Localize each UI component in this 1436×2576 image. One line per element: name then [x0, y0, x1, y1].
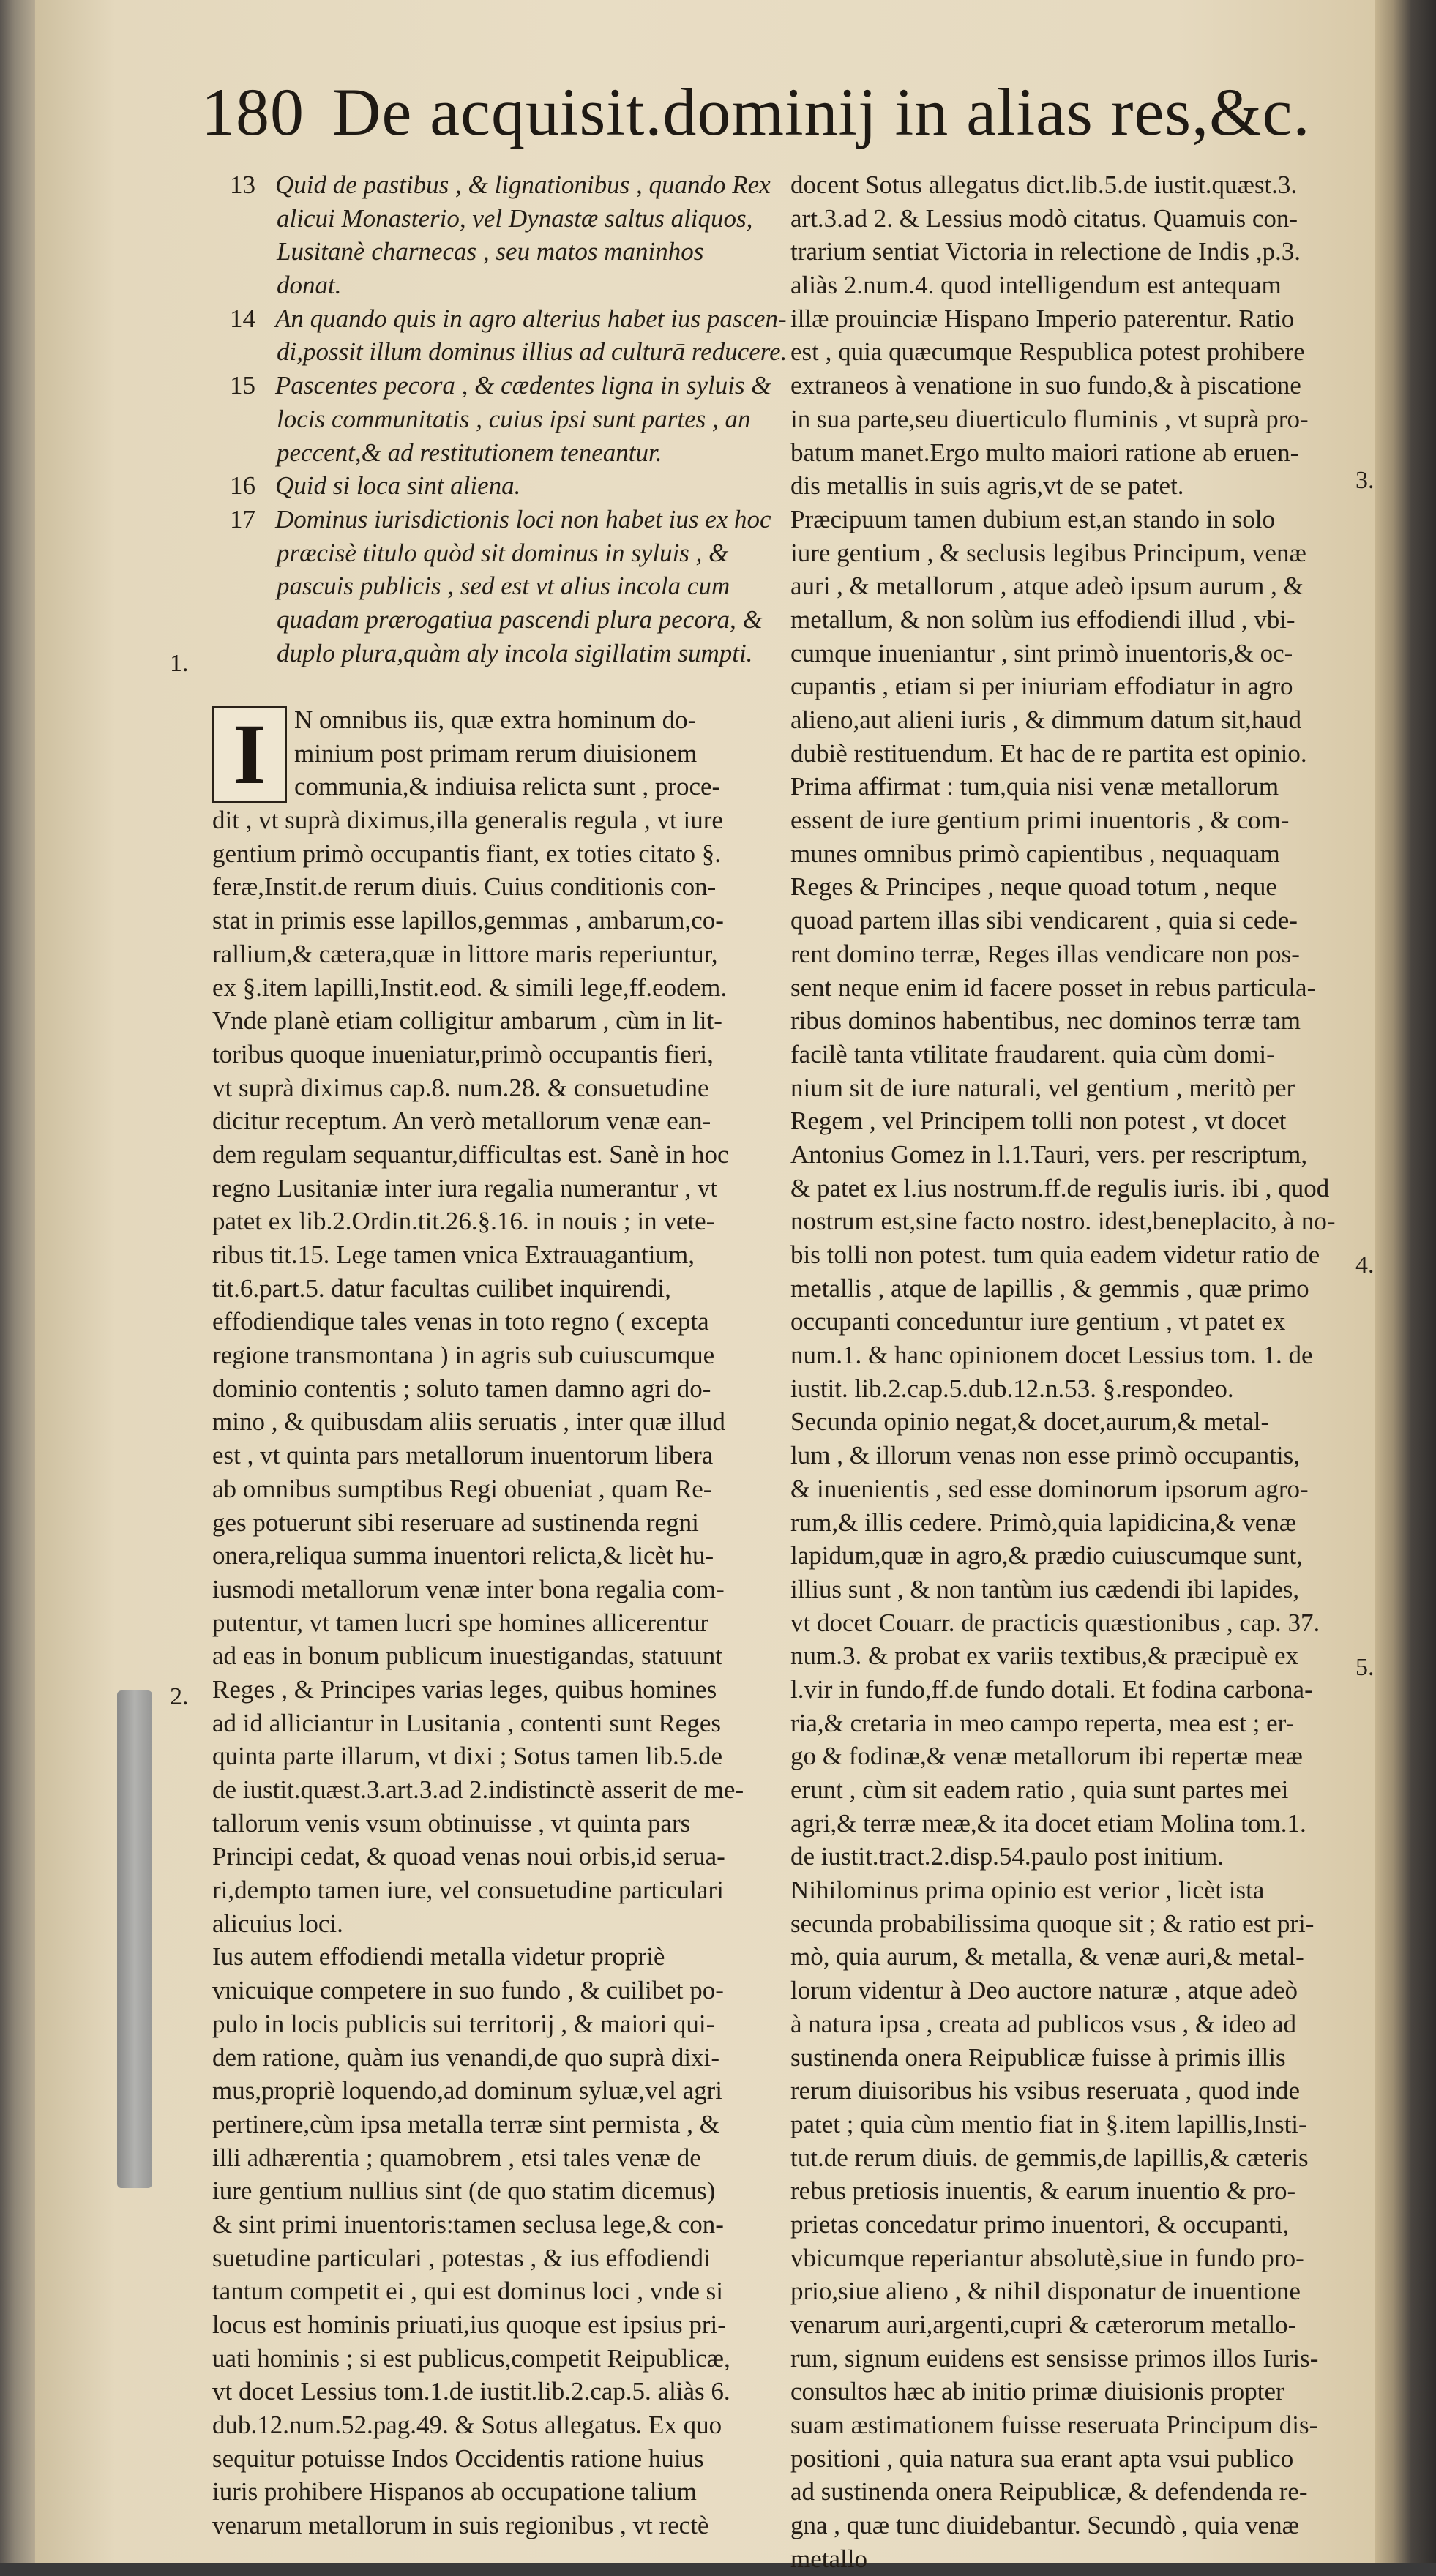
summary-text: peccent,& ad restitutionem teneantur. [277, 438, 662, 467]
text-line: patet ex lib.2.Ordin.tit.26.§.16. in nouis ; in vete- [212, 1207, 715, 1236]
text-line: positioni , quia natura sua erant apta vsui publico [790, 2444, 1294, 2473]
text-line: bis tolli non potest. tum quia eadem videtur ratio de [790, 1240, 1320, 1269]
text-line: ex §.item lapilli,Instit.eod. & simili lege,ff.eodem. [212, 973, 728, 1002]
text-line: ri,dempto tamen iure, vel consuetudine particulari [212, 1876, 724, 1905]
page-stack-edge [1375, 0, 1436, 2563]
text-line: illius sunt , & non tantùm ius cædendi ibi lapides, [790, 1574, 1300, 1603]
text-line: ad eas in bonum publicum inuestigandas, statuunt [212, 1641, 722, 1671]
summary-text: Quid si loca sint aliena. [275, 471, 521, 501]
summary-text: quadam prærogatiua pascendi plura pecora, & [277, 604, 763, 634]
text-line: suetudine particulari , potestas , & ius effodiendi [212, 2243, 711, 2272]
text-line: nium sit de iure naturali, vel gentium , meritò per [790, 1073, 1295, 1102]
text-line: vt docet Lessius tom.1.de iustit.lib.2.cap.5. aliàs 6. [212, 2377, 730, 2406]
text-line: pertinere,cùm ipsa metalla terræ sint permista , & [212, 2109, 719, 2138]
text-line: pulo in locis publicis sui territorij , & maiori qui- [212, 2009, 715, 2038]
text-line: lapidum,quæ in agro,& prædio cuiuscumque sunt, [790, 1541, 1303, 1570]
text-line: occupanti conceduntur iure gentium , vt patet ex [790, 1307, 1286, 1336]
margin-number-2: 2. [170, 1683, 189, 1710]
text-line: Vnde planè etiam colligitur ambarum , cùm in lit- [212, 1006, 722, 1036]
summary-line [212, 235, 805, 269]
text-line: effodiendique tales venas in toto regno ( excepta [212, 1307, 709, 1336]
text-line: communia,& indiuisa relicta sunt , proce- [294, 772, 721, 801]
text-line: uati hominis ; si est publicus,competit Reipublicæ, [212, 2343, 730, 2373]
text-line: metallum, & non solùm ius effodiendi illud , vbi- [790, 604, 1295, 634]
running-head [201, 73, 1311, 151]
text-line: go & fodinæ,& venæ metallorum ibi repertæ meæ [790, 1742, 1303, 1771]
text-line: iure gentium nullius sint (de quo statim dicemus) [212, 2176, 716, 2206]
right-body-text [790, 168, 1347, 2576]
summary-number: 14 [230, 304, 255, 333]
text-line: Regem , vel Principem tolli non potest , vt docet [790, 1107, 1287, 1136]
text-line: ribus dominos habentibus, nec dominos terræ tam [790, 1006, 1301, 1036]
summary-number: 16 [230, 471, 255, 501]
text-line: & inuenientis , sed esse dominorum ipsorum agro- [790, 1474, 1309, 1503]
summary-line [212, 335, 805, 369]
text-line: Antonius Gomez in l.1.Tauri, vers. per rescriptum, [790, 1139, 1308, 1169]
text-line: ad sustinenda onera Reipublicæ, & defendenda re- [790, 2477, 1308, 2506]
text-line: in sua parte,seu diuerticulo fluminis , vt suprà pro- [790, 404, 1309, 433]
text-line: aliàs 2.num.4. quod intelligendum est antequam [790, 271, 1282, 300]
text-line: Præcipuum tamen dubium est,an stando in solo [790, 504, 1276, 533]
text-line: Reges & Principes , neque quoad totum , neque [790, 872, 1277, 902]
text-line: rum, signum euidens est sensisse primos illos Iuris- [790, 2343, 1319, 2373]
book-spine-edge [0, 0, 37, 2563]
bookmark-ribbon [117, 1690, 152, 2188]
page-number: 180 [201, 75, 304, 149]
text-line: regno Lusitaniæ inter iura regalia numerantur , vt [212, 1173, 718, 1202]
text-line: stat in primis esse lapillos,gemmas , ambarum,co- [212, 906, 724, 935]
text-line: alieno,aut alieni iuris , & dimmum datum sit,haud [790, 705, 1301, 734]
text-line: Secunda opinio negat,& docet,aurum,& metal- [790, 1407, 1270, 1437]
summary-list [212, 168, 805, 670]
text-line: sent neque enim id facere posset in rebus particula- [790, 973, 1316, 1002]
text-line: vt docet Couarr. de practicis quæstionibus , cap. 37. [790, 1608, 1320, 1637]
text-line: alicuius loci. [212, 1909, 343, 1938]
text-line: locus est hominis priuati,ius quoque est ipsius pri- [212, 2310, 726, 2339]
summary-text: alicui Monasterio, vel Dynastæ saltus aliquos, [277, 203, 753, 233]
text-line: extraneos à venatione in suo fundo,& à piscatione [790, 371, 1301, 400]
summary-line [212, 168, 805, 202]
text-line: N omnibus iis, quæ extra hominum do- [294, 705, 697, 734]
text-line: munes omnibus primò capientibus , nequaquam [790, 839, 1280, 868]
text-line: Prima affirmat : tum,quia nisi venæ metallorum [790, 772, 1279, 801]
drop-cap-initial: I [212, 706, 287, 803]
summary-text: locis communitatis , cuius ipsi sunt partes , an [277, 404, 751, 433]
text-line: auri , & metallorum , atque adeò ipsum aurum , & [790, 572, 1304, 601]
summary-line [212, 569, 805, 603]
text-line: & patet ex l.ius nostrum.ff.de regulis iuris. ibi , quod [790, 1173, 1330, 1202]
running-title: De acquisit.dominij in alias res,&c. [332, 75, 1311, 149]
text-line: Ius autem effodiendi metalla videtur propriè [212, 1942, 665, 1972]
summary-line [212, 603, 805, 637]
text-line: Principi cedat, & quoad venas noui orbis,id serua- [212, 1842, 725, 1871]
text-line: rerum diuisoribus his vsibus reseruata , quod inde [790, 2076, 1301, 2105]
text-line: minium post primam rerum diuisionem [294, 738, 698, 768]
summary-number: 13 [230, 171, 255, 199]
text-line: trarium sentiat Victoria in relectione de Indis ,p.3. [790, 237, 1301, 266]
text-line: dominio contentis ; soluto tamen damno agri do- [212, 1374, 711, 1403]
text-line: venarum auri,argenti,cupri & cæterorum metallo- [790, 2310, 1297, 2339]
text-line: lum , & illorum venas non esse primò occupantis, [790, 1441, 1301, 1470]
summary-text: di,possit illum dominus illius ad culturā reducere. [277, 337, 788, 367]
text-line: feræ,Instit.de rerum diuis. Cuius conditionis con- [212, 872, 717, 902]
text-line: essent de iure gentium primi inuentoris , & com- [790, 806, 1290, 835]
summary-text: duplo plura,quàm aly incola sigillatim sumpti. [277, 638, 753, 667]
drop-cap-lines [212, 703, 805, 804]
text-line: vnicuique competere in suo fundo , & cuilibet po- [212, 1976, 724, 2005]
text-line: regione transmontana ) in agris sub cuiuscumque [212, 1341, 715, 1370]
text-line: de iustit.tract.2.disp.54.paulo post initium. [790, 1842, 1224, 1871]
text-line: dit , vt suprà diximus,illa generalis regula , vt iure [212, 806, 723, 835]
text-line: illæ prouinciæ Hispano Imperio paterentur. Ratio [790, 304, 1295, 333]
text-line: quoad partem illas sibi vendicarent , quia si cede- [790, 906, 1298, 935]
margin-number-3: 3. [1355, 467, 1375, 494]
text-line: de iustit.quæst.3.art.3.ad 2.indistinctè asserit de me- [212, 1775, 744, 1804]
text-line: mus,propriè loquendo,ad dominum syluæ,vel agri [212, 2076, 722, 2105]
text-line: art.3.ad 2. & Lessius modò citatus. Quamuis con- [790, 203, 1298, 233]
text-line: cupantis , etiam si per iniuriam effodiatur in agro [790, 672, 1293, 701]
right-column [790, 168, 1347, 2576]
summary-text: Lusitanè charnecas , seu matos maninhos [277, 237, 704, 266]
text-line: tantum competit ei , qui est dominus loci , vnde si [212, 2277, 723, 2306]
margin-number-4: 4. [1355, 1251, 1375, 1278]
text-line: prio,siue alieno , & nihil disponatur de inuentione [790, 2277, 1301, 2306]
left-column [212, 168, 805, 2542]
text-line: illi adhærentia ; quamobrem , etsi tales venæ de [212, 2143, 701, 2172]
text-line: putentur, vt tamen lucri spe homines allicerentur [212, 1608, 708, 1637]
text-line: num.3. & probat ex variis textibus,& præcipuè ex [790, 1641, 1299, 1671]
text-line: est , quia quæcumque Respublica potest prohibere [790, 337, 1305, 367]
summary-number: 15 [230, 371, 255, 400]
text-line: & sint primi inuentoris:tamen seclusa lege,& con- [212, 2209, 724, 2239]
text-line: onera,reliqua summa inuentori relicta,& licèt hu- [212, 1541, 714, 1570]
text-line: ab omnibus sumptibus Regi obueniat , quam Re- [212, 1474, 712, 1503]
text-line: iustit. lib.2.cap.5.dub.12.n.53. §.respondeo. [790, 1374, 1234, 1403]
text-line: rebus pretiosis inuentis, & earum inuentio & pro- [790, 2176, 1296, 2206]
text-line: tit.6.part.5. datur facultas cuilibet inquirendi, [212, 1273, 671, 1303]
text-line: lorum videntur à Deo auctore naturæ , atque adeò [790, 1976, 1298, 2005]
text-line: secunda probabilissima quoque sit ; & ratio est pri- [790, 1909, 1315, 1938]
summary-line [212, 536, 805, 570]
text-line: sustinenda onera Reipublicæ fuisse à primis illis [790, 2043, 1286, 2072]
drop-cap-paragraph [212, 703, 805, 804]
text-line: vt suprà diximus cap.8. num.28. & consuetudine [212, 1073, 709, 1102]
text-line: rum,& illis cedere. Primò,quia lapidicina,& venæ [790, 1508, 1297, 1537]
text-line: cumque inueniantur , sint primò inuentoris,& oc- [790, 638, 1293, 667]
text-line: agri,& terræ meæ,& ita docet etiam Molina tom.1. [790, 1808, 1306, 1838]
summary-line [212, 503, 805, 536]
text-line: prietas concedatur primo inuentori, & occupanti, [790, 2209, 1290, 2239]
text-line: vbicumque reperiantur absolutè,siue in fundo pro- [790, 2243, 1304, 2272]
text-line: quinta parte illarum, vt dixi ; Sotus tamen lib.5.de [212, 1742, 722, 1771]
summary-line [212, 402, 805, 436]
text-line: dub.12.num.52.pag.49. & Sotus allegatus. Ex quo [212, 2411, 722, 2440]
summary-text: præcisè titulo quòd sit dominus in syluis , & [277, 538, 729, 567]
summary-text: donat. [277, 271, 342, 300]
text-line: erunt , cùm sit eadem ratio , quia sunt partes mei [790, 1775, 1289, 1804]
text-line: iusmodi metallorum venæ inter bona regalia com- [212, 1574, 725, 1603]
text-line: ribus tit.15. Lege tamen vnica Extrauagantium, [212, 1240, 695, 1269]
text-line: dem regulam sequantur,difficultas est. Sanè in hoc [212, 1139, 729, 1169]
text-line: dis metallis in suis agris,vt de se patet. [790, 471, 1184, 501]
text-line: gna , quæ tunc diuidebantur. Secundò , quia venæ [790, 2511, 1300, 2540]
text-line: metallo [790, 2544, 867, 2573]
text-line: Nihilominus prima opinio est verior , licèt ista [790, 1876, 1265, 1905]
text-line: toribus quoque inueniatur,primò occupantis fieri, [212, 1039, 714, 1068]
summary-text: Quid de pastibus , & lignationibus , quando Rex [275, 171, 771, 199]
text-line: iure gentium , & seclusis legibus Principum, venæ [790, 538, 1306, 567]
text-line: docent Sotus allegatus dict.lib.5.de iustit.quæst.3. [790, 171, 1298, 199]
margin-number-1: 1. [170, 650, 189, 677]
text-line: ad id alliciantur in Lusitania , contenti sunt Reges [212, 1708, 721, 1737]
summary-line [212, 436, 805, 470]
text-line: ria,& cretaria in meo campo reperta, mea est ; er- [790, 1708, 1295, 1737]
text-line: à natura ipsa , creata ad publicos vsus , & ideo ad [790, 2009, 1297, 2038]
text-line: rallium,& cætera,quæ in littore maris reperiuntur, [212, 939, 718, 968]
summary-text: Pascentes pecora , & cædentes ligna in syluis & [275, 371, 771, 400]
summary-line [212, 202, 805, 236]
summary-line [212, 369, 805, 402]
text-line: mò, quia aurum, & metalla, & venæ auri,& metal- [790, 1942, 1304, 1972]
summary-line [212, 469, 805, 503]
summary-line [212, 269, 805, 302]
summary-text: An quando quis in agro alterius habet ius pascen- [275, 304, 787, 333]
text-line: venarum metallorum in suis regionibus , vt rectè [212, 2511, 709, 2540]
text-line: tallorum venis vsum obtinuisse , vt quinta pars [212, 1808, 691, 1838]
text-line: tut.de rerum diuis. de gemmis,de lapillis,& cæteris [790, 2143, 1309, 2172]
text-line: facilè tanta vtilitate fraudarent. quia cùm domi- [790, 1039, 1275, 1068]
text-line: patet ; quia cùm mentio fiat in §.item lapillis,Insti- [790, 2109, 1307, 2138]
summary-number: 17 [230, 504, 255, 533]
text-line: l.vir in fundo,ff.de fundo dotali. Et fodina carbona- [790, 1674, 1313, 1704]
text-line: iuris prohibere Hispanos ab occupatione talium [212, 2477, 697, 2506]
text-line: mino , & quibusdam aliis seruatis , inter quæ illud [212, 1407, 725, 1437]
text-line: metallis , atque de lapillis , & gemmis , quæ primo [790, 1273, 1309, 1303]
summary-text: pascuis publicis , sed est vt alius incola cum [277, 572, 730, 601]
summary-line [212, 302, 805, 336]
summary-text: Dominus iurisdictionis loci non habet ius ex hoc [275, 504, 771, 533]
text-line: Reges , & Principes varias leges, quibus homines [212, 1674, 717, 1704]
text-line: sequitur potuisse Indos Occidentis ratione huius [212, 2444, 704, 2473]
text-line: est , vt quinta pars metallorum inuentorum libera [212, 1441, 714, 1470]
text-line: batum manet.Ergo multo maiori ratione ab eruen- [790, 438, 1299, 467]
text-line: dubiè restituendum. Et hac de re partita est opinio. [790, 738, 1307, 768]
margin-number-5: 5. [1355, 1654, 1375, 1681]
text-line: nostrum est,sine facto nostro. idest,beneplacito, à no- [790, 1207, 1336, 1236]
text-line: gentium primò occupantis fiant, ex toties citato §. [212, 839, 721, 868]
left-body-text [212, 804, 805, 2542]
summary-line [212, 637, 805, 670]
text-line: rent domino terræ, Reges illas vendicare non pos- [790, 939, 1300, 968]
text-line: dem ratione, quàm ius venandi,de quo suprà dixi- [212, 2043, 720, 2072]
text-line: consultos hæc ab initio primæ diuisionis propter [790, 2377, 1284, 2406]
text-line: suam æstimationem fuisse reseruata Principum dis- [790, 2411, 1318, 2440]
text-line: ges potuerunt sibi reseruare ad sustinenda regni [212, 1508, 699, 1537]
text-line: dicitur receptum. An verò metallorum venæ ean- [212, 1107, 711, 1136]
text-line: num.1. & hanc opinionem docet Lessius tom. 1. de [790, 1341, 1313, 1370]
